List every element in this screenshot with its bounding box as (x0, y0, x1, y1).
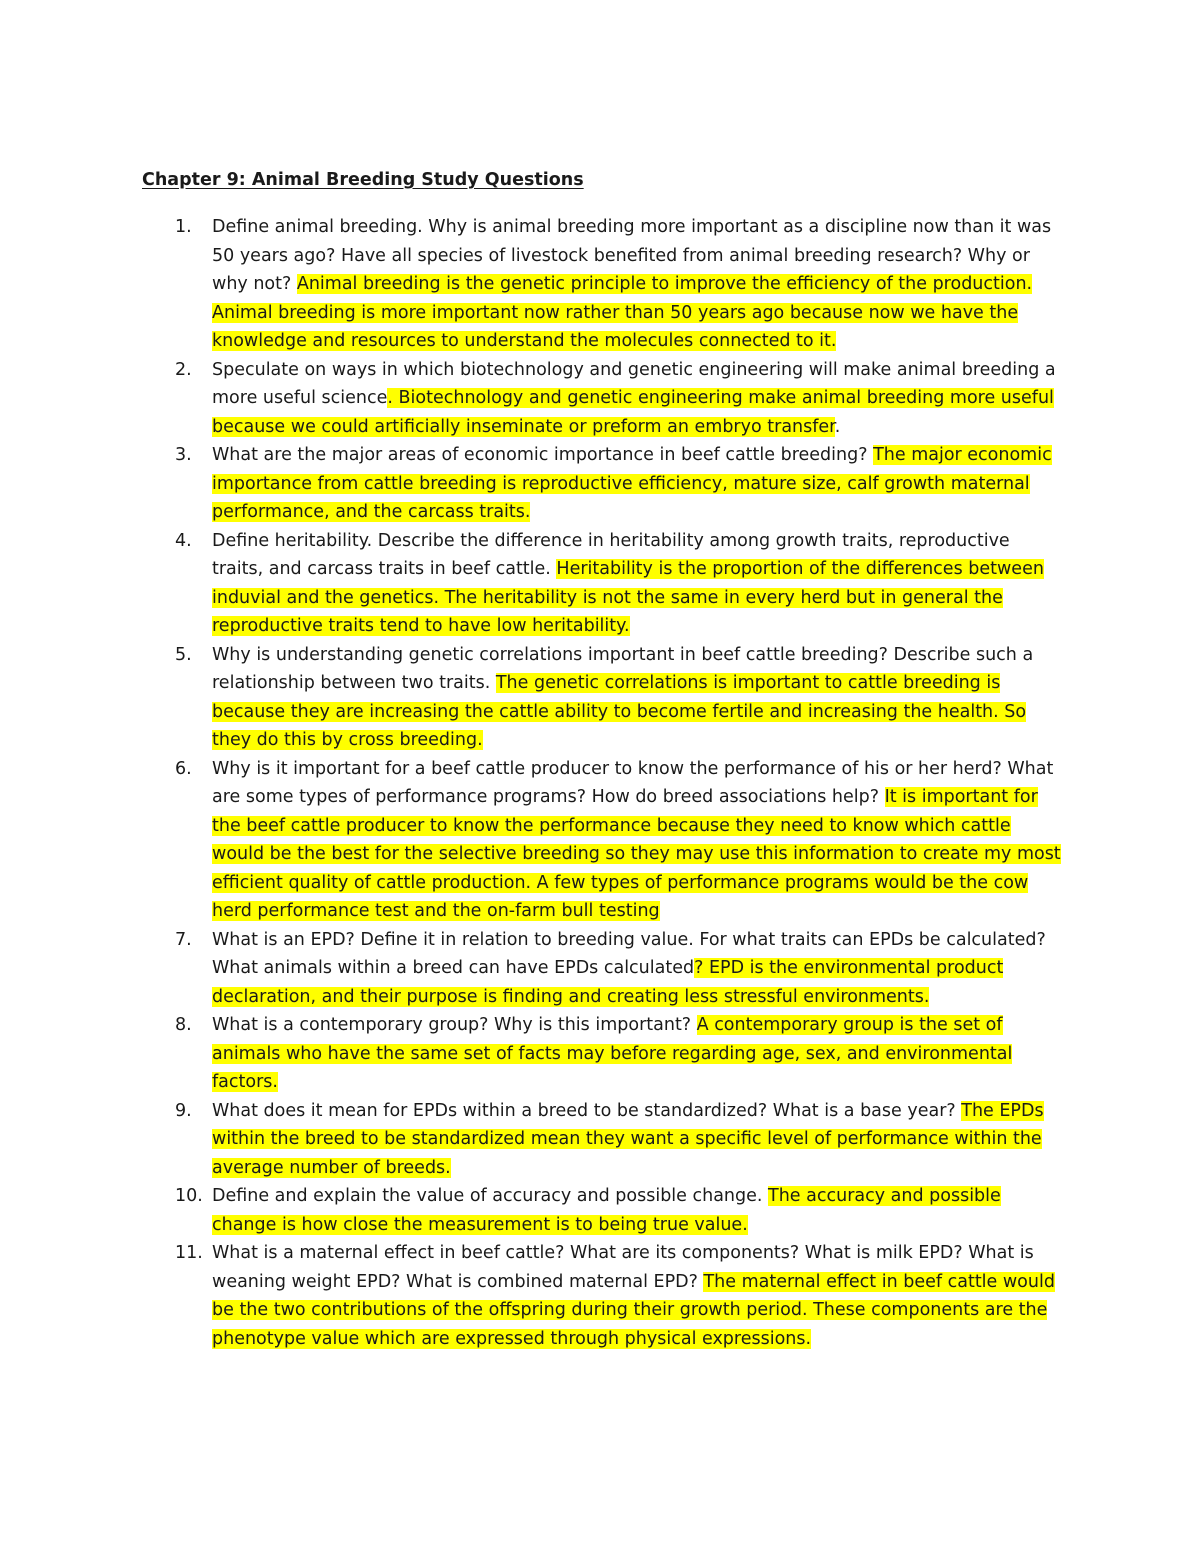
question-number: 2. (175, 359, 192, 380)
highlighted-answer: The major economic importance from cattle breeding is reproductive efficiency, mature size, calf growth maternal performance, and the carcass traits. (212, 445, 1052, 522)
highlighted-answer: Heritability is the proportion of the differences between induvial and the genetics. The heritability is not the same in every herd but in general the reproductive traits tend to have low heritability. (212, 559, 1044, 636)
highlighted-answer: . Biotechnology and genetic engineering make animal breeding more useful because we could artificially inseminate or preform an embryo transfer (212, 388, 1054, 437)
highlighted-answer: ? EPD is the environmental product declaration, and their purpose is finding and creating less stressful environments. (212, 958, 1004, 1007)
question-number: 7. (175, 929, 192, 950)
question-number: 10. (175, 1186, 203, 1206)
question-number: 1. (175, 217, 192, 237)
question-item (142, 641, 1062, 755)
question-text: What are the major areas of economic importance in beef cattle breeding? (212, 445, 874, 465)
highlighted-answer: It is important for the beef cattle producer to know the performance because they need to know which cattle would be the best for the selective breeding so they may use this information to create my most efficient quality of cattle production. A few types of performance programs would be the cow herd performance test and the on-farm bull testing (212, 787, 1061, 921)
question-text: Define heritability. Describe the difference in heritability among growth traits, reproductive traits, and carcass traits in beef cattle. (212, 530, 1010, 579)
question-text: Define animal breeding. Why is animal breeding more important as a discipline now than it was 50 years ago? Have all species of livestock benefited from animal breeding research? Why or why not? (212, 217, 1052, 294)
highlighted-answer: The maternal effect in beef cattle would be the two contributions of the offspring during their growth period. These components are the phenotype value which are expressed through physical expressions. (212, 1271, 1055, 1349)
highlighted-answer: Animal breeding is the genetic principle to improve the efficiency of the production. Animal breeding is more important now rather than 50 years ago because now we have the knowledge and resources to understand the molecules connected to it. (212, 274, 1033, 351)
question-text: Why is it important for a beef cattle producer to know the performance of his or her herd? What are some types of performance programs? How do breed associations help? (212, 758, 1054, 807)
highlighted-answer: The accuracy and possible change is how close the measurement is to being true value. (212, 1186, 1001, 1235)
highlighted-answer: A contemporary group is the set of animals who have the same set of facts may before regarding age, sex, and environmental factors. (212, 1015, 1013, 1092)
question-item (142, 441, 1062, 527)
question-item (142, 527, 1062, 641)
question-number: 11. (175, 1243, 203, 1263)
question-text: What is a maternal effect in beef cattle? What are its components? What is milk EPD? What is weaning weight EPD? What is combined maternal EPD? (212, 1243, 1034, 1292)
question-text: Why is understanding genetic correlations important in beef cattle breeding? Describe such a relationship between two traits. (212, 644, 1034, 693)
question-number: 8. (175, 1015, 192, 1035)
answer-tail: . (834, 416, 841, 437)
question-number: 6. (175, 758, 192, 779)
question-text: Speculate on ways in which biotechnology and genetic engineering will make animal breeding a more useful science (212, 359, 1056, 408)
question-item (142, 356, 1062, 442)
question-number: 9. (175, 1100, 192, 1121)
question-item (142, 926, 1062, 1012)
question-item (142, 1182, 1062, 1239)
document-title: Chapter 9: Animal Breeding Study Questions (142, 170, 584, 190)
question-number: 4. (175, 530, 192, 551)
question-item (142, 1239, 1062, 1353)
question-item (142, 755, 1062, 926)
highlighted-answer: The genetic correlations is important to cattle breeding is because they are increasing the cattle ability to become fertile and increasing the health. So they do this by cross breeding. (212, 673, 1027, 750)
question-text: What is an EPD? Define it in relation to breeding value. For what traits can EPDs be calculated? What animals within a breed can have EPDs calculated (212, 929, 1046, 978)
question-list (142, 213, 1062, 1353)
question-text: Define and explain the value of accuracy and possible change. (212, 1186, 769, 1206)
highlighted-answer: The EPDs within the breed to be standardized mean they want a specific level of performance within the average number of breeds. (212, 1100, 1044, 1178)
question-item (142, 1011, 1062, 1097)
question-text: What does it mean for EPDs within a breed to be standardized? What is a base year? (212, 1100, 962, 1121)
question-number: 5. (175, 644, 192, 665)
question-item (142, 213, 1062, 356)
question-item (142, 1097, 1062, 1183)
question-number: 3. (175, 445, 192, 465)
question-text: What is a contemporary group? Why is this important? (212, 1015, 697, 1035)
